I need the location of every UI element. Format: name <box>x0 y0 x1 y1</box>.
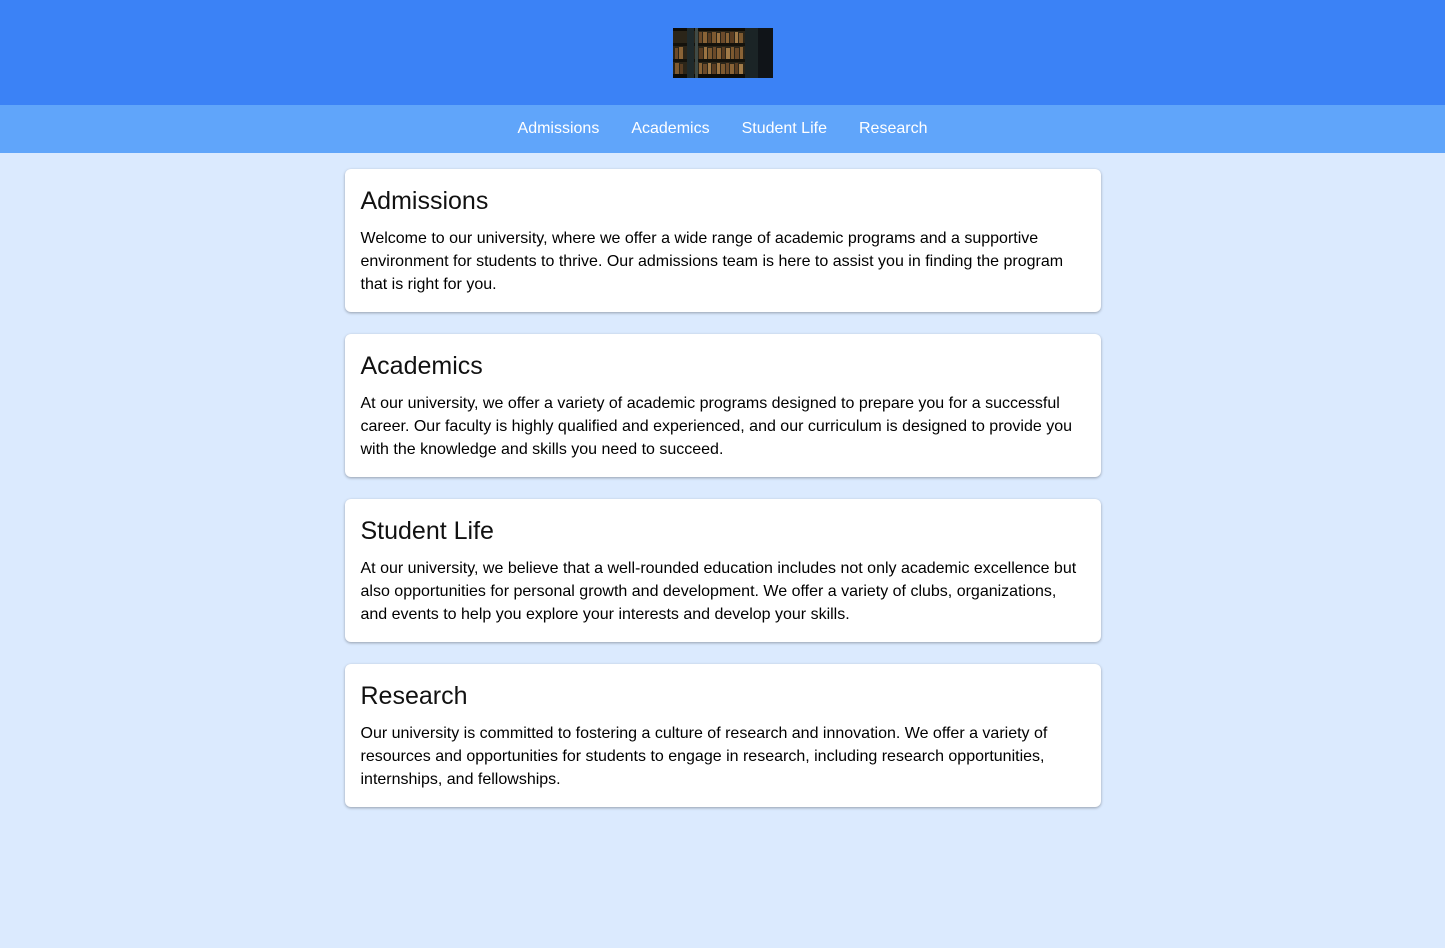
nav-link-admissions[interactable]: Admissions <box>517 120 600 137</box>
nav-list <box>502 119 944 139</box>
section-body-academics: At our university, we offer a variety of academic programs designed to prepare you for a successful career. Our faculty is highly qualified and experienced, and our curriculum is designed to provide you with the knowledge and skills you need to succeed. <box>360 395 1073 458</box>
nav-item-admissions <box>502 119 616 139</box>
nav-item-student-life <box>726 119 843 139</box>
nav-link-research[interactable]: Research <box>858 120 928 137</box>
section-title-student-life: Student Life <box>360 517 494 545</box>
university-logo <box>673 28 773 78</box>
nav-link-student-life[interactable]: Student Life <box>741 120 827 137</box>
section-body-admissions: Welcome to our university, where we offer a wide range of academic programs and a supportive environment for students to thrive. Our admissions team is here to assist you in finding the program that is right for you. <box>360 230 1064 293</box>
section-card-student-life <box>345 499 1101 642</box>
section-card-research <box>345 664 1101 807</box>
content-container <box>345 169 1101 807</box>
nav-link-academics[interactable]: Academics <box>631 120 710 137</box>
section-body-student-life: At our university, we believe that a well-rounded education includes not only academic excellence but also opportunities for personal growth and development. We offer a variety of clubs, organizations, and events to help you explore your interests and develop your skills. <box>360 560 1077 623</box>
section-title-admissions: Admissions <box>360 187 489 215</box>
nav-item-academics <box>615 119 725 139</box>
section-title-research: Research <box>360 682 468 710</box>
section-body-research: Our university is committed to fostering a culture of research and innovation. We offer a variety of resources and opportunities for students to engage in research, including research opportunities, internships, and fellowships. <box>360 725 1048 788</box>
section-title-academics: Academics <box>360 352 483 380</box>
main-content <box>0 153 1445 823</box>
nav-item-research <box>843 119 943 139</box>
section-card-academics <box>345 334 1101 477</box>
section-card-admissions <box>345 169 1101 312</box>
library-bookshelf-icon <box>673 28 773 78</box>
site-header <box>0 0 1445 105</box>
main-navigation <box>0 105 1445 153</box>
